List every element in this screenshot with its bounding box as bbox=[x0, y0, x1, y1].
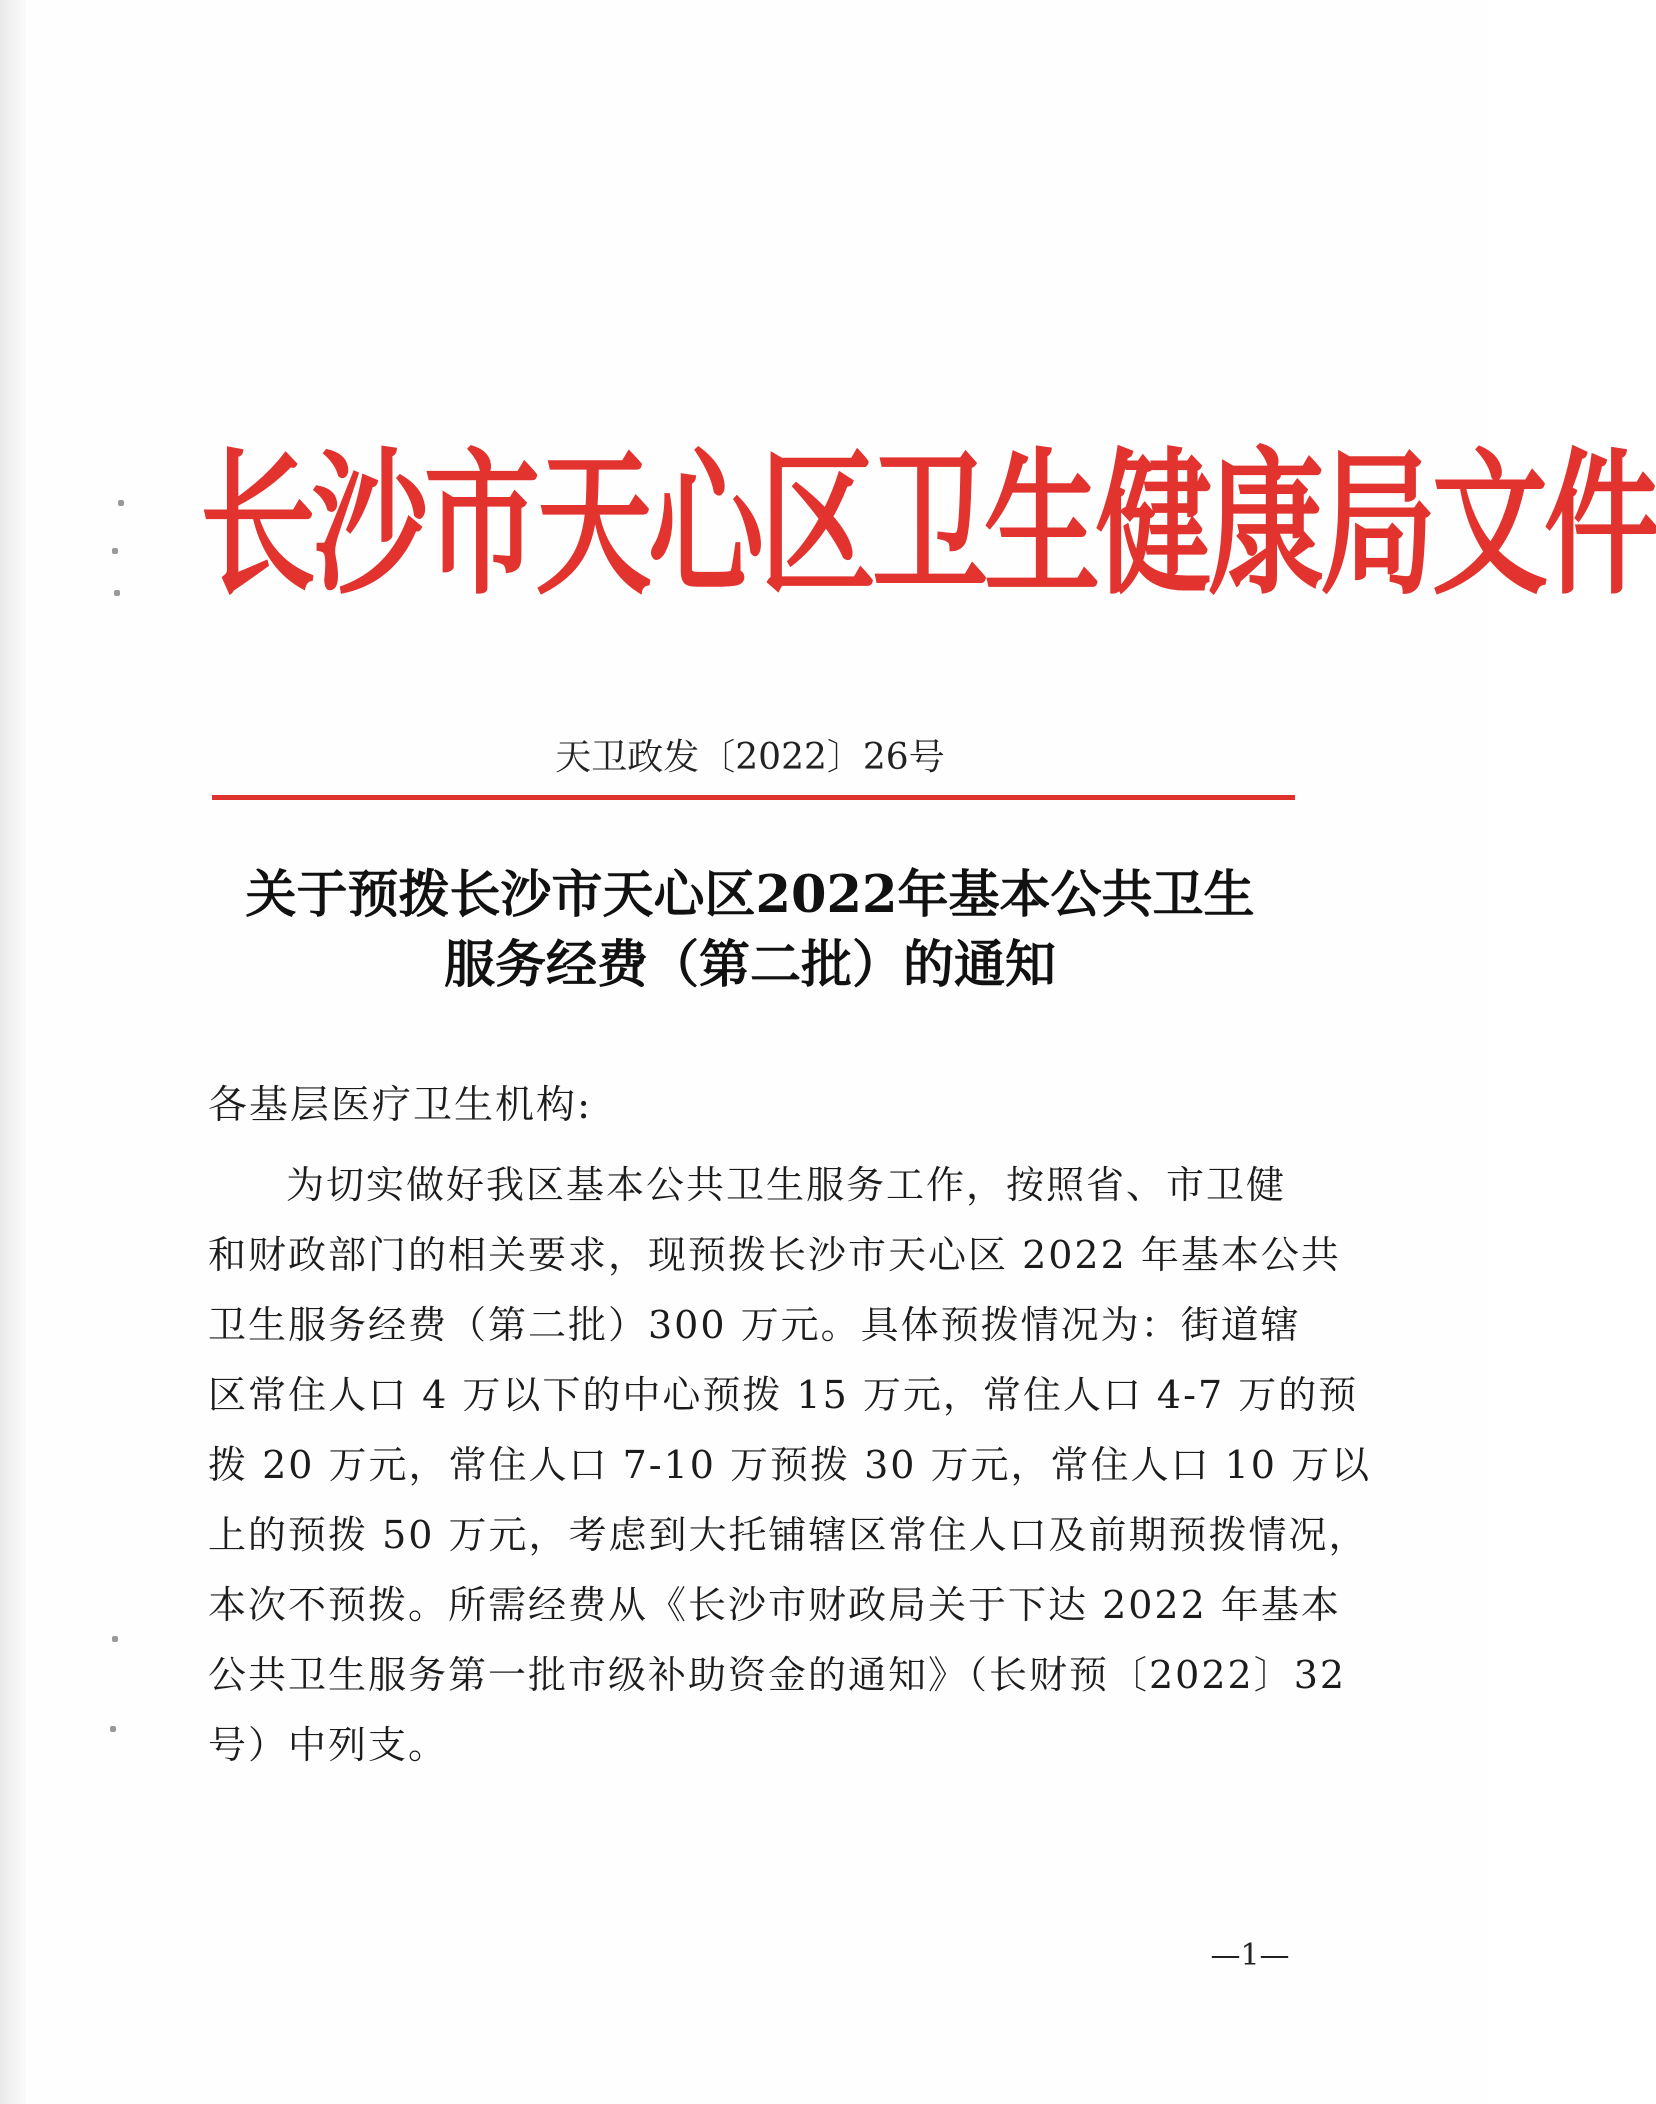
body-paragraph bbox=[208, 1150, 1372, 1780]
margin-mark bbox=[112, 548, 118, 554]
notice-title bbox=[200, 860, 1300, 1000]
document-number: 天卫政发〔2022〕26号 bbox=[555, 737, 945, 778]
body-line: 和财政部门的相关要求，现预拨长沙市天心区 2022 年基本公共 bbox=[208, 1233, 1341, 1277]
margin-mark bbox=[112, 1636, 118, 1642]
notice-title-line-1: 关于预拨长沙市天心区2022年基本公共卫生 bbox=[245, 865, 1255, 925]
scan-shadow-edge bbox=[0, 0, 26, 2104]
body-line: 号）中列支。 bbox=[208, 1723, 449, 1767]
body-line: 区常住人口 4 万以下的中心预拨 15 万元，常住人口 4-7 万的预 bbox=[208, 1373, 1359, 1417]
salutation: 各基层医疗卫生机构: bbox=[208, 1083, 593, 1128]
red-divider-rule bbox=[212, 795, 1295, 800]
page-number: —1— bbox=[1210, 1938, 1290, 1973]
margin-mark bbox=[118, 500, 124, 506]
margin-mark bbox=[114, 590, 120, 596]
margin-mark bbox=[110, 1726, 116, 1732]
body-line: 卫生服务经费（第二批）300 万元。具体预拨情况为：街道辖 bbox=[208, 1303, 1301, 1347]
body-line: 上的预拨 50 万元，考虑到大托铺辖区常住人口及前期预拨情况， bbox=[208, 1513, 1369, 1557]
body-line: 拨 20 万元，常住人口 7-10 万预拨 30 万元，常住人口 10 万以 bbox=[208, 1443, 1372, 1487]
body-line: 为切实做好我区基本公共卫生服务工作，按照省、市卫健 bbox=[286, 1163, 1287, 1207]
notice-title-line-2: 服务经费（第二批）的通知 bbox=[443, 935, 1056, 995]
body-line: 公共卫生服务第一批市级补助资金的通知》（长财预〔2022〕32 bbox=[208, 1653, 1347, 1697]
body-line: 本次不预拨。所需经费从《长沙市财政局关于下达 2022 年基本 bbox=[208, 1583, 1341, 1627]
letterhead-title: 长沙市天心区卫生健康局文件 bbox=[200, 433, 1656, 617]
